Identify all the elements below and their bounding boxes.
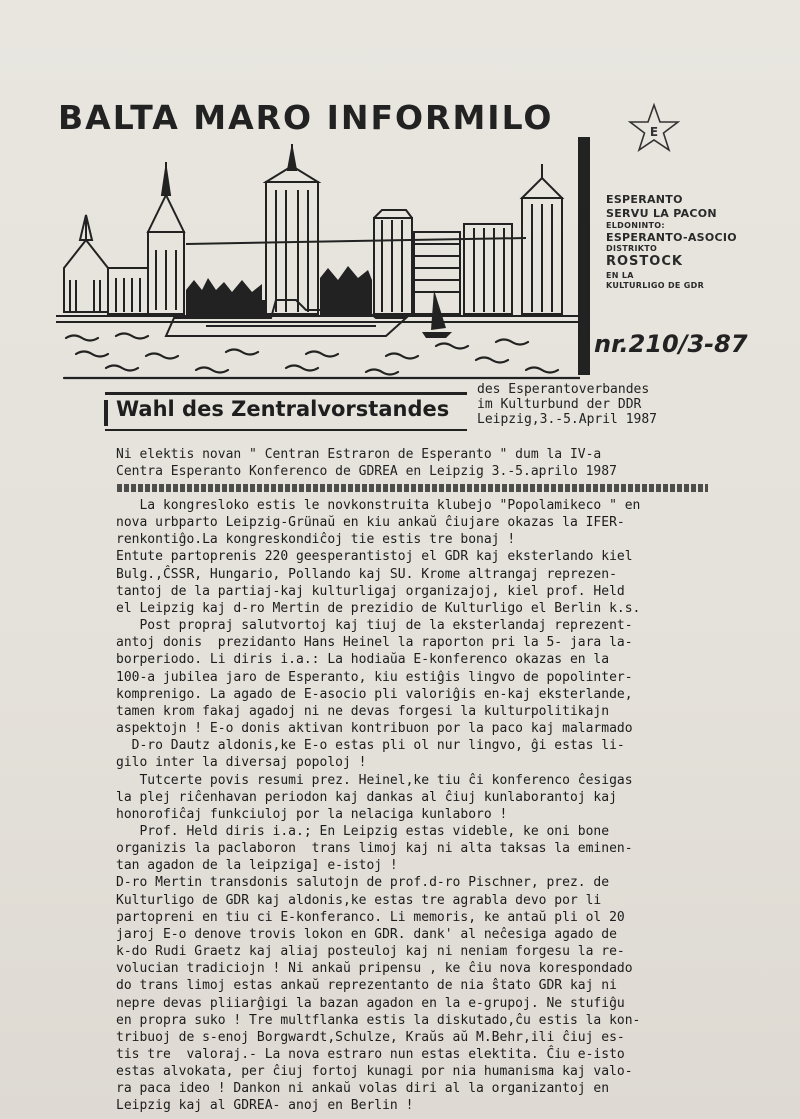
body-line: D-ro Dautz aldonis,ke E-o estas pli ol nur lingvo, ĝi estas li- bbox=[116, 738, 625, 754]
subheading-line: im Kulturbund der DDR bbox=[477, 397, 642, 412]
article-heading: Wahl des Zentralvorstandes bbox=[116, 397, 450, 421]
publisher-line: KULTURLIGO DE GDR bbox=[606, 280, 705, 290]
body-line: 100-a jubilea jaro de Esperanto, kiu estiĝis lingvo de popolinter- bbox=[116, 669, 633, 685]
body-line: nova urbparto Leipzig-Grünaŭ en kiu ankaŭ ĉiujare okazas la IFER- bbox=[116, 515, 625, 531]
rostock-skyline-illustration bbox=[56, 140, 580, 380]
body-line: Entute partoprenis 220 geesperantistoj el GDR kaj eksterlando kiel bbox=[116, 549, 633, 565]
typed-separator-rule bbox=[117, 484, 708, 492]
masthead-divider-bar bbox=[578, 137, 590, 375]
body-line: aspektojn ! E-o donis aktivan kontribuon por la paco kaj malarmado bbox=[116, 721, 633, 737]
publisher-info bbox=[606, 193, 796, 291]
body-line: gilo inter la diversaj popoloj ! bbox=[116, 755, 367, 771]
publisher-line: SERVU LA PACON bbox=[606, 206, 717, 220]
publisher-line: DISTRIKTO bbox=[606, 244, 658, 254]
body-line: el Leipzig kaj d-ro Mertin de prezidio de Kulturligo el Berlin k.s. bbox=[116, 600, 641, 616]
body-line: Tutcerte povis resumi prez. Heinel,ke tiu ĉi konferenco ĉesigas bbox=[116, 772, 633, 788]
body-line: Leipzig kaj al GDREA- anoj en Berlin ! bbox=[116, 1098, 414, 1114]
star-letter: E bbox=[649, 125, 659, 139]
body-line: la plej riĉenhavan periodon kaj dankas al ĉiuj kunlaborantoj kaj bbox=[116, 789, 617, 805]
heading-left-bar bbox=[104, 400, 108, 426]
body-line: volucian tradiciojn ! Ni ankaŭ pripensu , ke ĉiu nova korespondado bbox=[116, 961, 633, 977]
body-line: Post propraj salutvortoj kaj tiuj de la eksterlandaj reprezent- bbox=[116, 618, 633, 634]
publisher-line: ESPERANTO bbox=[606, 193, 683, 206]
body-line: ra paca ideo ! Dankon ni ankaŭ volas diri al la organizantoj en bbox=[116, 1081, 610, 1097]
intro-line: Ni elektis novan " Centran Estraron de Esperanto " dum la IV-a bbox=[116, 447, 602, 462]
body-line: k-do Rudi Graetz kaj aliaj posteuloj kaj ni neniam forgesu la re- bbox=[116, 944, 625, 960]
intro-line: Centra Esperanto Konferenco de GDREA en Leipzig 3.-5.aprilo 1987 bbox=[116, 464, 617, 479]
body-line: antoj donis prezidanto Hans Heinel la raporton pri la 5- jara la- bbox=[116, 635, 633, 651]
body-line: Prof. Held diris i.a.; En Leipzig estas videble, ke oni bone bbox=[116, 823, 610, 839]
body-line: komprenigo. La agado de E-asocio pli valoriĝis en-kaj eksterlande, bbox=[116, 686, 633, 702]
body-line: tantoj de la partiaj-kaj kulturligaj organizajoj, kiel prof. Held bbox=[116, 583, 625, 599]
body-line: borperiodo. Li diris i.a.: La hodiaŭa E-konferenco okazas en la bbox=[116, 652, 610, 668]
body-line: Kulturligo de GDR kaj aldonis,ke estas tre agrabla devo por li bbox=[116, 892, 602, 908]
body-line: tamen krom fakaj agadoj ni ne devas forgesi la kulturpolitikajn bbox=[116, 703, 610, 719]
masthead-title: BALTA MARO INFORMILO bbox=[58, 98, 554, 137]
article-body bbox=[116, 497, 716, 1115]
heading-rule-bottom bbox=[105, 429, 467, 431]
body-line: estas alvokata, per ĉiuj fortoj kunagi por nia humanisma kaj valo- bbox=[116, 1064, 633, 1080]
subheading-line: des Esperantoverbandes bbox=[477, 382, 650, 397]
body-line: tis tre valoraj.- La nova estraro nun estas elektita. Ĉiu e-isto bbox=[116, 1047, 625, 1062]
publisher-line: ELDONINTO: bbox=[606, 220, 665, 230]
publisher-line: ESPERANTO-ASOCIO bbox=[606, 230, 737, 244]
publisher-line: ROSTOCK bbox=[606, 254, 683, 270]
body-line: organizis la paclaboron trans limoj kaj ni alta taksas la eminen- bbox=[116, 841, 633, 857]
body-line: tribuoj de s-enoj Borgwardt,Schulze, Kraŭs aŭ M.Behr,ili ĉiuj es- bbox=[116, 1029, 625, 1045]
body-line: nepre devas pliiarĝigi la bazan agadon en la e-grupoj. Ne stufiĝu bbox=[116, 995, 625, 1011]
body-line: D-ro Mertin transdonis salutojn de prof.d-ro Pischner, prez. de bbox=[116, 875, 610, 891]
body-line: Bulg.,ĈSSR, Hungario, Pollando kaj SU. Krome altrangaj reprezen- bbox=[116, 566, 617, 582]
article-subheading bbox=[477, 382, 657, 427]
esperanto-star-logo bbox=[628, 103, 680, 155]
body-line: jaroj E-o denove trovis lokon en GDR. dank' al neĉesiga agado de bbox=[116, 926, 617, 942]
article-intro bbox=[116, 446, 617, 480]
subheading-line: Leipzig,3.-5.April 1987 bbox=[477, 412, 658, 427]
body-line: honorofiĉaj funkciuloj por la nelaciga kunlaboro ! bbox=[116, 806, 508, 822]
body-line: do trans limoj estas ankaŭ reprezentanto de nia ŝtato GDR kaj ni bbox=[116, 978, 617, 994]
body-line: tan agadon de la leipziga] e-istoj ! bbox=[116, 858, 398, 874]
body-line: La kongresloko estis le novkonstruita klubejo "Popolamikeco " en bbox=[116, 498, 641, 513]
body-line: renkontiĝo.La kongreskondiĉoj tie estis tre bonaj ! bbox=[116, 532, 516, 548]
body-line: partopreni en tiu ci E-konferanco. Li memoris, ke antaŭ pli ol 20 bbox=[116, 909, 625, 925]
heading-rule-top bbox=[105, 392, 467, 395]
publisher-line: EN LA bbox=[606, 270, 634, 280]
issue-number: nr.210/3-87 bbox=[594, 330, 748, 358]
body-line: en propra suko ! Tre multflanka estis la diskutado,ĉu estis la kon- bbox=[116, 1012, 641, 1028]
